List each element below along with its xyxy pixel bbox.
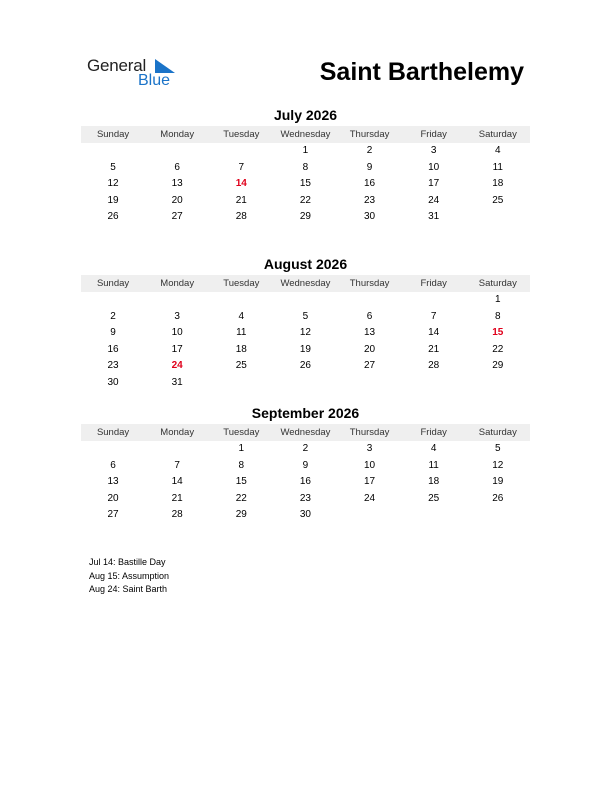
weekday-label: Wednesday <box>280 278 331 289</box>
day-cell: 20 <box>364 343 376 355</box>
week-row <box>81 325 530 342</box>
day-cell: 23 <box>299 492 311 504</box>
day-cell: 31 <box>428 211 440 223</box>
week-row <box>81 441 530 458</box>
weekday-label: Tuesday <box>223 278 260 289</box>
day-cell: 19 <box>299 343 311 355</box>
day-cell: 21 <box>171 492 183 504</box>
day-cell: 13 <box>171 178 183 190</box>
day-cell <box>338 507 402 524</box>
day-cell <box>273 375 337 392</box>
day-cell: 1 <box>302 145 309 156</box>
month-title: July 2026 <box>273 107 338 123</box>
weekday-label: Friday <box>420 427 447 438</box>
day-cell <box>81 143 145 160</box>
week-row <box>81 375 530 392</box>
week-row <box>81 160 530 177</box>
day-cell: 6 <box>110 459 116 471</box>
holiday-day-cell: 15 <box>492 327 504 339</box>
day-cell: 19 <box>492 476 504 488</box>
week-row <box>81 491 530 508</box>
day-cell: 6 <box>366 310 373 322</box>
day-cell: 20 <box>171 194 183 206</box>
day-cell: 27 <box>171 211 183 223</box>
day-cell: 9 <box>110 327 116 339</box>
day-cell <box>402 507 466 524</box>
day-cell: 10 <box>364 459 376 471</box>
day-cell: 17 <box>171 343 183 355</box>
day-cell: 4 <box>430 443 437 454</box>
week-row <box>81 193 530 210</box>
day-cell: 4 <box>495 145 501 156</box>
day-cell <box>209 143 273 160</box>
day-cell: 25 <box>492 194 504 206</box>
day-cell: 12 <box>492 459 504 471</box>
week-row <box>81 209 530 226</box>
day-cell: 11 <box>428 459 439 471</box>
generalblue-logo <box>87 56 187 92</box>
month-grid <box>81 441 530 524</box>
weekday-label: Tuesday <box>223 427 260 438</box>
day-cell: 9 <box>366 161 373 173</box>
day-cell: 26 <box>299 360 311 372</box>
day-cell: 3 <box>430 145 437 156</box>
day-cell: 22 <box>235 492 247 504</box>
day-cell: 27 <box>364 360 376 372</box>
week-row <box>81 292 530 309</box>
day-cell: 5 <box>110 161 116 173</box>
month-grid <box>81 292 530 392</box>
day-cell: 16 <box>107 343 119 355</box>
logo-triangle-icon <box>155 59 175 73</box>
day-cell <box>466 375 530 392</box>
month-title: September 2026 <box>251 405 360 421</box>
day-cell: 7 <box>238 161 245 173</box>
day-cell: 21 <box>428 343 440 355</box>
week-row <box>81 458 530 475</box>
day-cell: 16 <box>364 178 376 190</box>
day-cell <box>145 441 209 458</box>
day-cell: 18 <box>428 476 440 488</box>
day-cell: 28 <box>171 509 183 521</box>
week-row <box>81 358 530 375</box>
day-cell <box>145 143 209 160</box>
day-cell: 1 <box>495 294 501 305</box>
day-cell: 28 <box>235 211 247 223</box>
day-cell: 2 <box>110 310 116 322</box>
day-cell: 12 <box>107 178 119 190</box>
day-cell: 24 <box>428 194 440 206</box>
day-cell: 8 <box>302 161 309 173</box>
day-cell: 5 <box>495 443 501 454</box>
day-cell: 15 <box>299 178 311 190</box>
weekday-label: Thursday <box>349 278 390 289</box>
weekday-label: Wednesday <box>280 129 331 140</box>
day-cell: 7 <box>430 310 437 322</box>
day-cell <box>402 292 466 309</box>
day-cell <box>81 292 145 309</box>
weekday-label: Saturday <box>478 129 517 140</box>
day-cell: 23 <box>364 194 376 206</box>
day-cell: 29 <box>299 211 311 223</box>
day-cell: 10 <box>428 161 440 173</box>
day-cell: 4 <box>238 310 245 322</box>
day-cell: 16 <box>299 476 311 488</box>
holiday-day-cell: 24 <box>171 360 183 372</box>
day-cell: 25 <box>428 492 440 504</box>
weekday-label: Monday <box>160 129 195 140</box>
weekday-label: Saturday <box>478 278 517 289</box>
day-cell: 13 <box>364 327 376 339</box>
weekday-header <box>81 126 530 143</box>
weekday-label: Thursday <box>349 427 390 438</box>
day-cell <box>466 507 530 524</box>
day-cell: 26 <box>107 211 119 223</box>
day-cell: 19 <box>107 194 119 206</box>
week-row <box>81 143 530 160</box>
day-cell: 17 <box>364 476 376 488</box>
week-row <box>81 474 530 491</box>
weekday-label: Monday <box>160 278 195 289</box>
day-cell: 9 <box>302 459 309 471</box>
weekday-label: Saturday <box>478 427 517 438</box>
day-cell: 8 <box>495 310 501 322</box>
page-title: Saint Barthelemy <box>319 58 524 86</box>
logo-general-text: General <box>87 56 147 75</box>
day-cell: 30 <box>299 509 311 521</box>
weekday-label: Tuesday <box>223 129 260 140</box>
day-cell: 22 <box>299 194 311 206</box>
week-row <box>81 176 530 193</box>
day-cell: 15 <box>235 476 247 488</box>
day-cell: 18 <box>235 343 247 355</box>
day-cell: 17 <box>428 178 440 190</box>
day-cell: 8 <box>238 459 245 471</box>
weekday-label: Sunday <box>96 427 130 438</box>
day-cell: 6 <box>174 161 180 173</box>
day-cell <box>209 375 273 392</box>
day-cell: 28 <box>428 360 440 372</box>
day-cell: 22 <box>492 343 504 355</box>
day-cell <box>402 375 466 392</box>
day-cell: 1 <box>238 443 245 454</box>
holiday-note: Aug 15: Assumption <box>89 570 170 581</box>
day-cell <box>145 292 209 309</box>
day-cell: 3 <box>174 310 180 322</box>
day-cell: 14 <box>428 327 440 339</box>
day-cell: 2 <box>302 443 309 454</box>
day-cell: 24 <box>364 492 376 504</box>
weekday-label: Thursday <box>349 129 390 140</box>
day-cell: 3 <box>366 443 373 454</box>
month-september <box>81 404 530 524</box>
weekday-label: Friday <box>420 129 447 140</box>
weekday-label: Sunday <box>96 278 130 289</box>
day-cell: 12 <box>299 327 311 339</box>
day-cell: 30 <box>364 211 376 223</box>
day-cell: 25 <box>235 360 247 372</box>
month-august <box>81 255 530 392</box>
day-cell: 7 <box>174 459 180 471</box>
weekday-header <box>81 424 530 441</box>
weekday-label: Wednesday <box>280 427 331 438</box>
day-cell <box>273 292 337 309</box>
day-cell: 13 <box>107 476 119 488</box>
day-cell <box>338 292 402 309</box>
day-cell: 29 <box>492 360 504 372</box>
day-cell: 23 <box>107 360 119 372</box>
day-cell: 11 <box>236 327 247 339</box>
day-cell: 31 <box>171 376 183 388</box>
day-cell: 26 <box>492 492 504 504</box>
holiday-notes <box>89 556 169 597</box>
day-cell: 20 <box>107 492 119 504</box>
month-title: August 2026 <box>263 256 348 272</box>
day-cell: 29 <box>235 509 247 521</box>
weekday-header <box>81 275 530 292</box>
day-cell: 11 <box>492 161 503 173</box>
weekday-label: Sunday <box>96 129 130 140</box>
day-cell <box>81 441 145 458</box>
month-july <box>81 106 530 226</box>
day-cell: 30 <box>107 376 119 388</box>
day-cell: 14 <box>171 476 183 488</box>
day-cell <box>338 375 402 392</box>
holiday-day-cell: 14 <box>235 178 247 190</box>
day-cell: 21 <box>235 194 247 206</box>
week-row <box>81 309 530 326</box>
week-row <box>81 342 530 359</box>
weekday-label: Monday <box>160 427 195 438</box>
holiday-note: Jul 14: Bastille Day <box>89 557 166 567</box>
month-grid <box>81 143 530 226</box>
day-cell: 10 <box>171 327 183 339</box>
day-cell: 2 <box>366 145 373 156</box>
week-row <box>81 507 530 524</box>
day-cell: 18 <box>492 178 504 190</box>
day-cell <box>209 292 273 309</box>
day-cell: 5 <box>302 310 309 322</box>
weekday-label: Friday <box>420 278 447 289</box>
day-cell: 27 <box>107 509 119 521</box>
day-cell <box>466 209 530 226</box>
holiday-note: Aug 24: Saint Barth <box>89 584 168 594</box>
logo-blue-text: Blue <box>138 72 171 89</box>
